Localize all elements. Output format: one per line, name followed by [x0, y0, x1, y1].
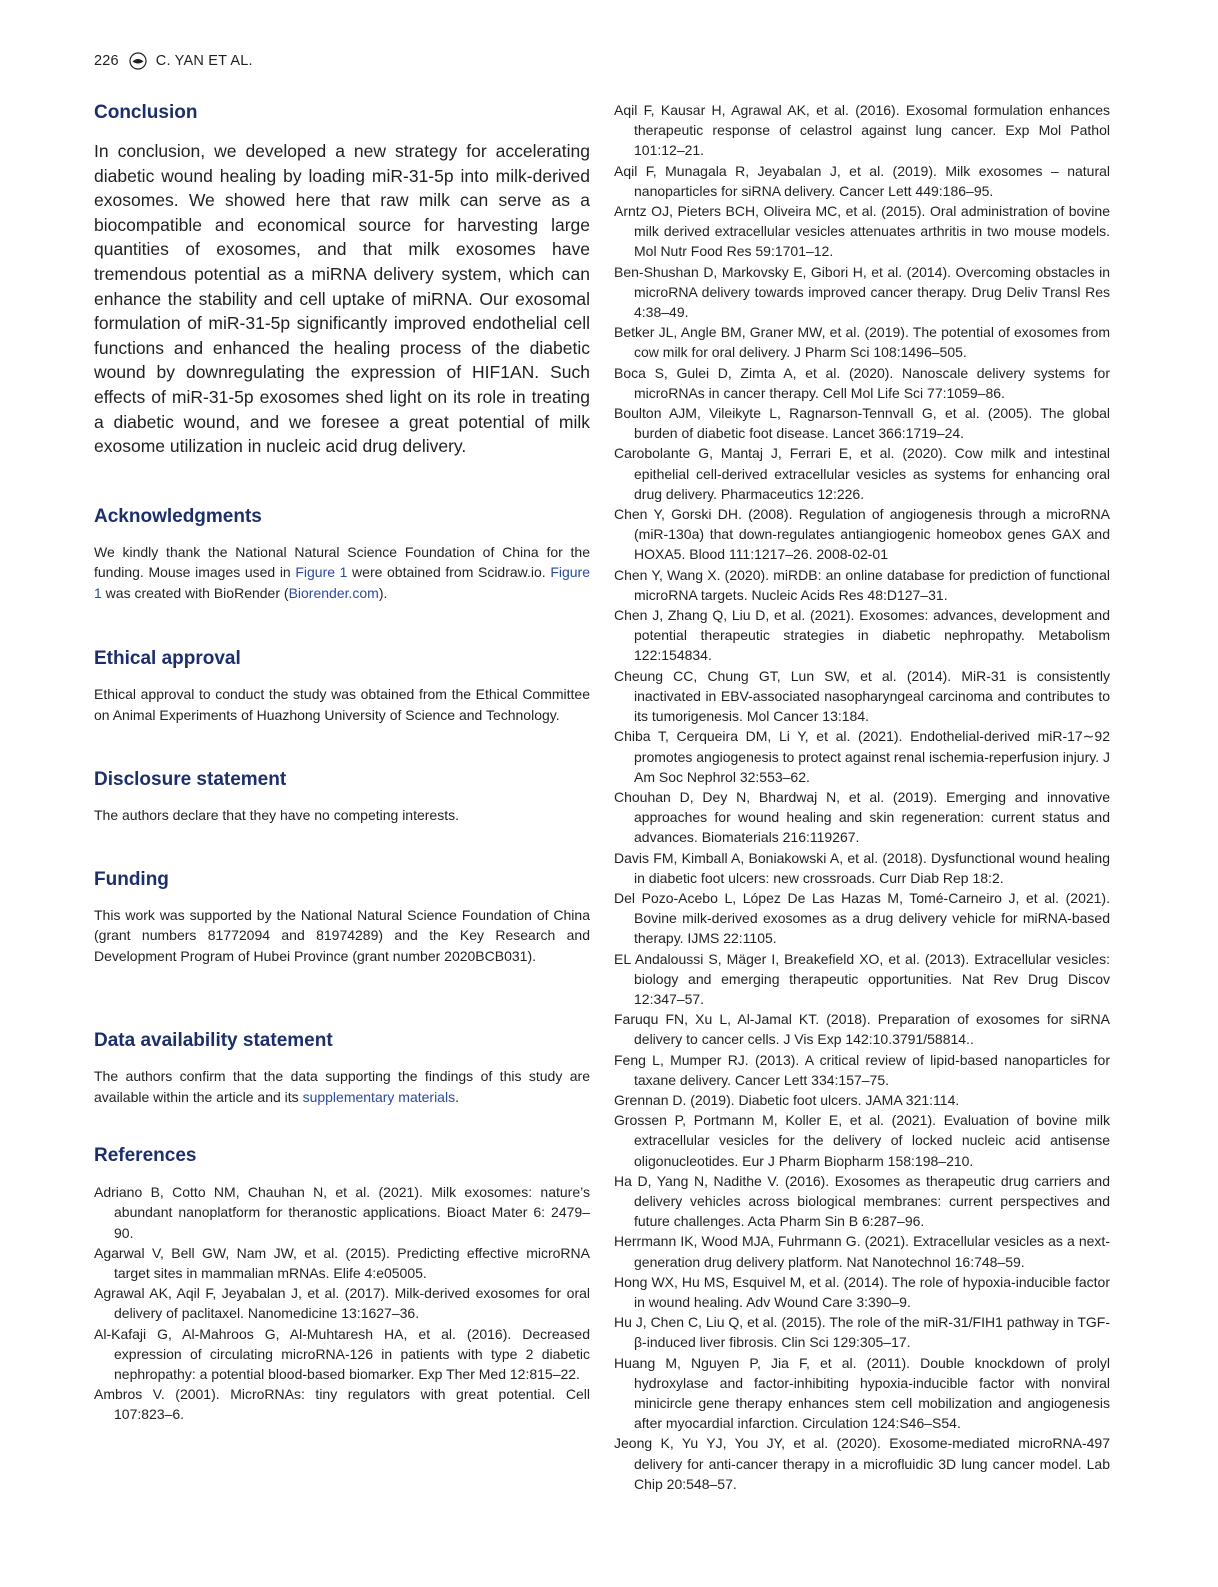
- reference-item: Chouhan D, Dey N, Bhardwaj N, et al. (2019). Emerging and innovative approaches for wound healing and skin regeneration: current status and advances. Biomaterials 216:119267.: [614, 788, 1110, 846]
- reference-item: Chen Y, Gorski DH. (2008). Regulation of angiogenesis through a microRNA (miR-130a) that down-regulates antiangiogenic homeobox genes GAX and HOXA5. Blood 111:1217–26. 2008-02-01: [614, 506, 1110, 563]
- reference-item: Davis FM, Kimball A, Boniakowski A, et al. (2018). Dysfunctional wound healing in diabetic foot ulcers: new crossroads. Curr Diab Rep 18:2.: [614, 849, 1110, 886]
- reference-item: Jeong K, Yu YJ, You JY, et al. (2020). Exosome-mediated microRNA-497 delivery for anti-cancer therapy in a microfluidic 3D lung cancer model. Lab Chip 20:548–57.: [614, 1435, 1110, 1492]
- reference-item: Faruqu FN, Xu L, Al-Jamal KT. (2018). Preparation of exosomes for siRNA delivery to cancer cells. J Vis Exp 142:10.3791/58814..: [614, 1011, 1110, 1048]
- page-number: 226: [94, 53, 119, 69]
- figure-1-link-2[interactable]: Figure 1: [94, 564, 590, 601]
- author-running-head: C. YAN ET AL.: [155, 53, 253, 69]
- left-column: [94, 100, 590, 1425]
- reference-item: Aqil F, Kausar H, Agrawal AK, et al. (2016). Exosomal formulation enhances therapeutic response of celastrol against lung cancer. Exp Mol Pathol 101:12–21.: [614, 102, 1110, 159]
- disclosure-body: The authors declare that they have no competing interests.: [94, 807, 459, 824]
- reference-item: Ben-Shushan D, Markovsky E, Gibori H, et al. (2014). Overcoming obstacles in microRNA delivery towards improved cancer therapy. Drug Deliv Transl Res 4:38–49.: [614, 263, 1110, 321]
- reference-item: Ha D, Yang N, Nadithe V. (2016). Exosomes as therapeutic drug carriers and delivery vehicles across biological membranes: current perspectives and future challenges. Acta Pharm Sin B 6:287–96.: [614, 1172, 1110, 1230]
- reference-item: Betker JL, Angle BM, Graner MW, et al. (2019). The potential of exosomes from cow milk for oral delivery. J Pharm Sci 108:1496–505.: [614, 324, 1110, 361]
- reference-item: Adriano B, Cotto NM, Chauhan N, et al. (2021). Milk exosomes: nature’s abundant nanoplatform for theranostic applications. Bioact Mater 6: 2479–90.: [94, 1184, 590, 1241]
- ethical-approval-body: Ethical approval to conduct the study was obtained from the Ethical Committee on Animal Experiments of Huazhong University of Science and Technology.: [94, 686, 590, 723]
- reference-item: Hu J, Chen C, Liu Q, et al. (2015). The role of the miR-31/FIH1 pathway in TGF-β-induced liver fibrosis. Clin Sci 129:305–17.: [614, 1314, 1110, 1351]
- reference-item: Boca S, Gulei D, Zimta A, et al. (2020). Nanoscale delivery systems for microRNAs in cancer therapy. Cell Mol Life Sci 77:1059–86.: [614, 364, 1110, 401]
- data-availability-body: The authors confirm that the data supporting the findings of this study are available within the article and its supplementary materials.: [94, 1068, 590, 1105]
- reference-item: Grennan D. (2019). Diabetic foot ulcers. JAMA 321:114.: [614, 1091, 960, 1108]
- reference-item: Herrmann IK, Wood MJA, Fuhrmann G. (2021). Extracellular vesicles as a next-generation drug delivery platform. Nat Nanotechnol 16:748–59.: [614, 1233, 1110, 1270]
- reference-item: Agarwal V, Bell GW, Nam JW, et al. (2015). Predicting effective microRNA target sites in mammalian mRNAs. Elife 4:e05005.: [94, 1244, 590, 1282]
- reference-item: Ambros V. (2001). MicroRNAs: tiny regulators with great potential. Cell 107:823–6.: [94, 1386, 590, 1423]
- disclosure-heading: Disclosure statement: [94, 769, 287, 791]
- reference-item: Huang M, Nguyen P, Jia F, et al. (2011). Double knockdown of prolyl hydroxylase and factor-inhibiting hypoxia-inducible factor with nonviral minicircle gene therapy enhances stem cell mobilization and angiogenesis after myocardial infarction. Circulation 124:S46–S54.: [614, 1354, 1110, 1432]
- reference-item: Al-Kafaji G, Al-Mahroos G, Al-Muhtaresh HA, et al. (2016). Decreased expression of circulating microRNA-126 in patients with type 2 diabetic nephropathy: a potential blood-based biomarker. Exp Ther Med 12:815–22.: [94, 1325, 590, 1383]
- reference-item: Cheung CC, Chung GT, Lun SW, et al. (2014). MiR-31 is consistently inactivated in EBV-associated nasopharyngeal carcinoma and contributes to its tumorigenesis. Mol Cancer 13:184.: [614, 667, 1110, 725]
- right-column-references: [614, 100, 1110, 1494]
- reference-item: Feng L, Mumper RJ. (2013). A critical review of lipid-based nanoparticles for taxane delivery. Cancer Lett 334:157–75.: [614, 1051, 1110, 1088]
- reference-item: Chiba T, Cerqueira DM, Li Y, et al. (2021). Endothelial-derived miR-17∼92 promotes angiogenesis to protect against renal ischemia-reperfusion injury. J Am Soc Nephrol 32:553–62.: [614, 728, 1110, 785]
- reference-item: Chen Y, Wang X. (2020). miRDB: an online database for prediction of functional microRNA targets. Nucleic Acids Res 48:D127–31.: [614, 566, 1110, 603]
- reference-item: Hong WX, Hu MS, Esquivel M, et al. (2014). The role of hypoxia-inducible factor in wound healing. Adv Wound Care 3:390–9.: [614, 1273, 1110, 1310]
- references-heading: References: [94, 1145, 197, 1167]
- publisher-logo-icon: [129, 52, 147, 70]
- biorender-link[interactable]: Biorender.com: [288, 584, 379, 601]
- data-availability-heading: Data availability statement: [94, 1030, 333, 1052]
- reference-item: Aqil F, Munagala R, Jeyabalan J, et al. (2019). Milk exosomes – natural nanoparticles for siRNA delivery. Cancer Lett 449:186–95.: [614, 162, 1110, 199]
- conclusion-body: In conclusion, we developed a new strategy for accelerating diabetic wound healing by loading miR-31-5p into milk-derived exosomes. We showed here that raw milk can serve as a biocompatible and economical source for harvesting large quantities of exosomes, and that milk exosomes have tremendous potential as a miRNA delivery system, which can enhance the stability and cell uptake of miRNA. Our exosomal formulation of miR-31-5p significantly improved endothelial cell functions and enhanced the healing process of the diabetic wound by downregulating the expression of HIF1AN. Such effects of miR-31-5p exosomes shed light on its role in treating a diabetic wound, and we foresee a great potential of milk exosome utilization in nucleic acid drug delivery.: [94, 141, 590, 457]
- acknowledgments-heading: Acknowledgments: [94, 505, 262, 527]
- funding-heading: Funding: [94, 868, 169, 890]
- figure-1-link[interactable]: Figure 1: [295, 564, 348, 581]
- reference-item: Carobolante G, Mantaj J, Ferrari E, et al. (2020). Cow milk and intestinal epithelial cell-derived extracellular vesicles as systems for enhancing oral drug delivery. Pharmaceutics 12:226.: [614, 445, 1110, 502]
- reference-item: Arntz OJ, Pieters BCH, Oliveira MC, et al. (2015). Oral administration of bovine milk derived extracellular vesicles attenuates arthritis in two mouse models. Mol Nutr Food Res 59:1701–12.: [614, 203, 1110, 260]
- reference-item: Chen J, Zhang Q, Liu D, et al. (2021). Exosomes: advances, development and potential therapeutic strategies in diabetic nephropathy. Metabolism 122:154834.: [614, 607, 1110, 664]
- ethical-approval-heading: Ethical approval: [94, 648, 241, 670]
- reference-item: Agrawal AK, Aqil F, Jeyabalan J, et al. (2017). Milk-derived exosomes for oral delivery of paclitaxel. Nanomedicine 13:1627–36.: [94, 1285, 590, 1322]
- reference-item: Grossen P, Portmann M, Koller E, et al. (2021). Evaluation of bovine milk extracellular vesicles for the delivery of locked nucleic acid antisense oligonucleotides. Eur J Pharm Biopharm 158:198–210.: [614, 1112, 1110, 1169]
- references-list-left: [94, 1182, 590, 1424]
- conclusion-heading: Conclusion: [94, 102, 198, 123]
- supplementary-materials-link[interactable]: supplementary materials: [302, 1088, 456, 1105]
- reference-item: Boulton AJM, Vileikyte L, Ragnarson-Tennvall G, et al. (2005). The global burden of diabetic foot disease. Lancet 366:1719–24.: [614, 405, 1110, 442]
- running-header: [94, 50, 253, 72]
- reference-item: EL Andaloussi S, Mäger I, Breakefield XO, et al. (2013). Extracellular vesicles: biology and emerging therapeutic opportunities. Nat Rev Drug Discov 12:347–57.: [614, 950, 1110, 1007]
- funding-body: This work was supported by the National Natural Science Foundation of China (grant numbers 81772094 and 81974289) and the Key Research and Development Program of Hubei Province (grant number 2020BCB031).: [94, 906, 590, 964]
- reference-item: Del Pozo-Acebo L, López De Las Hazas M, Tomé-Carneiro J, et al. (2021). Bovine milk-derived exosomes as a drug delivery vehicle for miRNA-based therapy. IJMS 22:1105.: [614, 889, 1110, 947]
- acknowledgments-body: We kindly thank the National Natural Science Foundation of China for the funding. Mouse images used in Figure 1 were obtained from Scidraw.io. Figure 1 was created with BioRender (Biorender.com).: [94, 543, 590, 601]
